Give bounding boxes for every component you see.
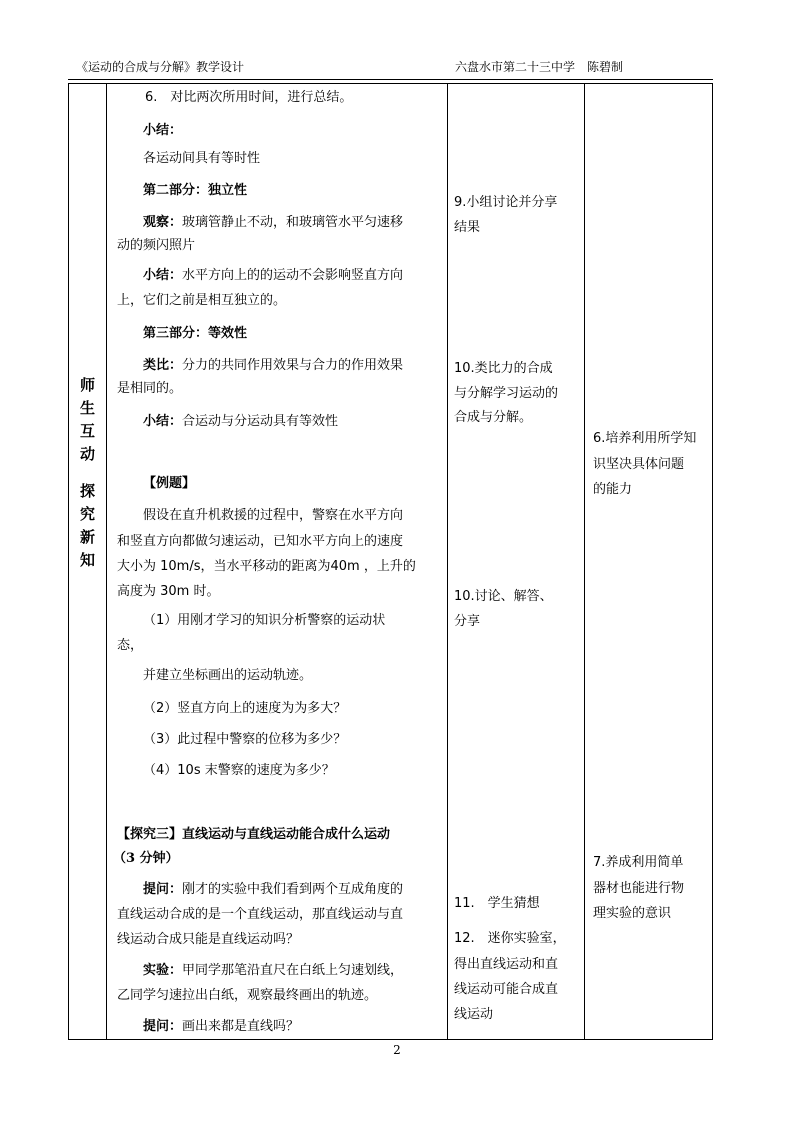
student-activity-10b: 10.讨论、解答、	[454, 589, 553, 604]
example-text: 大小为 10m/s，当水平移动的距离为40m ，上升的	[117, 559, 416, 574]
question-text: 画出来都是直线吗？	[182, 1019, 300, 1034]
observe-line	[143, 211, 403, 235]
example-text: 假设在直升机救援的过程中，警察在水平方向	[143, 508, 404, 523]
part-three-heading: 第三部分：等效性	[143, 326, 248, 341]
student-activity-10-cont: 与分解学习运动的	[454, 386, 559, 401]
question-1: （1）用刚才学习的知识分析警察的运动状	[143, 613, 386, 628]
stage-char: 新	[79, 528, 95, 546]
example-text: 和竖直方向都做匀速运动，已知水平方向上的速度	[117, 534, 404, 549]
student-activity-9: 9.小组讨论并分享	[454, 195, 558, 210]
example-heading: 【例题】	[143, 476, 196, 491]
analogy-line-2: 是相同的。	[117, 381, 183, 396]
column-divider	[106, 84, 107, 1039]
stage-label	[69, 374, 106, 572]
equivalence-summary	[143, 410, 338, 434]
question-line-2: 直线运动合成的是一个直线运动，那直线运动与直	[117, 907, 404, 922]
final-question	[143, 1015, 299, 1039]
stage-char: 究	[79, 505, 95, 523]
header-rule	[68, 79, 713, 80]
question-label: 提问：	[143, 1019, 183, 1034]
observe-text: 玻璃管静止不动，和玻璃管水平匀速移	[182, 215, 404, 230]
observe-line-2: 动的频闪照片	[117, 238, 196, 253]
student-activity-10-cont: 合成与分解。	[454, 410, 533, 425]
design-intent-6-cont: 识坚决具体问题	[593, 457, 685, 472]
question-text: 刚才的实验中我们看到两个互成角度的	[182, 882, 404, 897]
header-school-author: 六盘水市第二十三中学 陈碧制	[455, 60, 624, 74]
stage-char: 知	[79, 551, 95, 569]
question-1-cont: 并建立坐标画出的运动轨迹。	[143, 668, 313, 683]
design-intent-7: 7.养成利用简单	[593, 855, 684, 870]
design-intent-6: 6.培养利用所学知	[593, 431, 697, 446]
example-text: 高度为 30m 时。	[117, 584, 220, 599]
question-4: （4）10s 末警察的速度为多少？	[143, 763, 335, 778]
observe-label: 观察：	[143, 215, 183, 230]
experiment-line	[143, 959, 403, 983]
summary-heading: 小结：	[143, 123, 183, 138]
summary-label: 小结：	[143, 268, 183, 283]
analogy-label: 类比：	[143, 358, 183, 373]
question-line-3: 线运动合成只能是直线运动吗？	[117, 932, 300, 947]
stage-char: 师	[79, 376, 95, 394]
student-activity-12-cont: 线运动可能合成直	[454, 982, 559, 997]
design-intent-6-cont: 的能力	[593, 482, 633, 497]
experiment-line-2: 乙同学匀速拉出白纸，观察最终画出的轨迹。	[117, 988, 378, 1003]
student-activity-11: 11. 学生猜想	[454, 896, 540, 911]
part-two-heading: 第二部分：独立性	[143, 183, 248, 198]
design-intent-7-cont: 理实验的意识	[593, 906, 672, 921]
column-divider	[447, 84, 448, 1039]
stage-char: 互	[79, 422, 95, 440]
column-divider	[584, 84, 585, 1039]
question-2: （2）竖直方向上的速度为为多大？	[143, 701, 347, 716]
design-intent-7-cont: 器材也能进行物	[593, 881, 685, 896]
student-activity-12-cont: 得出直线运动和直	[454, 957, 559, 972]
step-6: 6. 对比两次所用时间，进行总结。	[145, 90, 353, 105]
stage-char: 动	[79, 445, 95, 463]
header-doc-title: 《运动的合成与分解》教学设计	[76, 60, 245, 74]
stage-char: 探	[79, 482, 95, 500]
lesson-table	[68, 83, 713, 1040]
student-activity-10: 10.类比力的合成	[454, 361, 553, 376]
question-1-cont: 态，	[117, 638, 144, 653]
analogy-line	[143, 354, 403, 378]
student-activity-12: 12. 迷你实验室，	[454, 931, 566, 946]
summary-text: 各运动间具有等时性	[143, 151, 261, 166]
page-number: 2	[393, 1043, 401, 1057]
experiment-label: 实验：	[143, 963, 183, 978]
summary-text: 水平方向上的的运动不会影响竖直方向	[182, 268, 404, 283]
student-activity-10b-cont: 分享	[454, 614, 481, 629]
student-activity-9-cont: 结果	[454, 220, 481, 235]
stage-gap	[69, 466, 106, 480]
inquiry-three-heading: 【探究三】直线运动与直线运动能合成什么运动	[117, 827, 391, 842]
summary-label: 小结：	[143, 414, 183, 429]
summary-line	[143, 264, 403, 288]
inquiry-three-duration: （3 分钟）	[113, 851, 179, 866]
stage-char: 生	[79, 399, 95, 417]
question-3: （3）此过程中警察的位移为多少？	[143, 732, 347, 747]
experiment-text: 甲同学那笔沿直尺在白纸上匀速划线，	[182, 963, 404, 978]
question-line	[143, 878, 403, 902]
summary-text: 合运动与分运动具有等效性	[182, 414, 339, 429]
analogy-text: 分力的共同作用效果与合力的作用效果	[182, 358, 404, 373]
summary-line-2: 上，它们之前是相互独立的。	[117, 293, 287, 308]
question-label: 提问：	[143, 882, 183, 897]
student-activity-12-cont: 线运动	[454, 1007, 494, 1022]
